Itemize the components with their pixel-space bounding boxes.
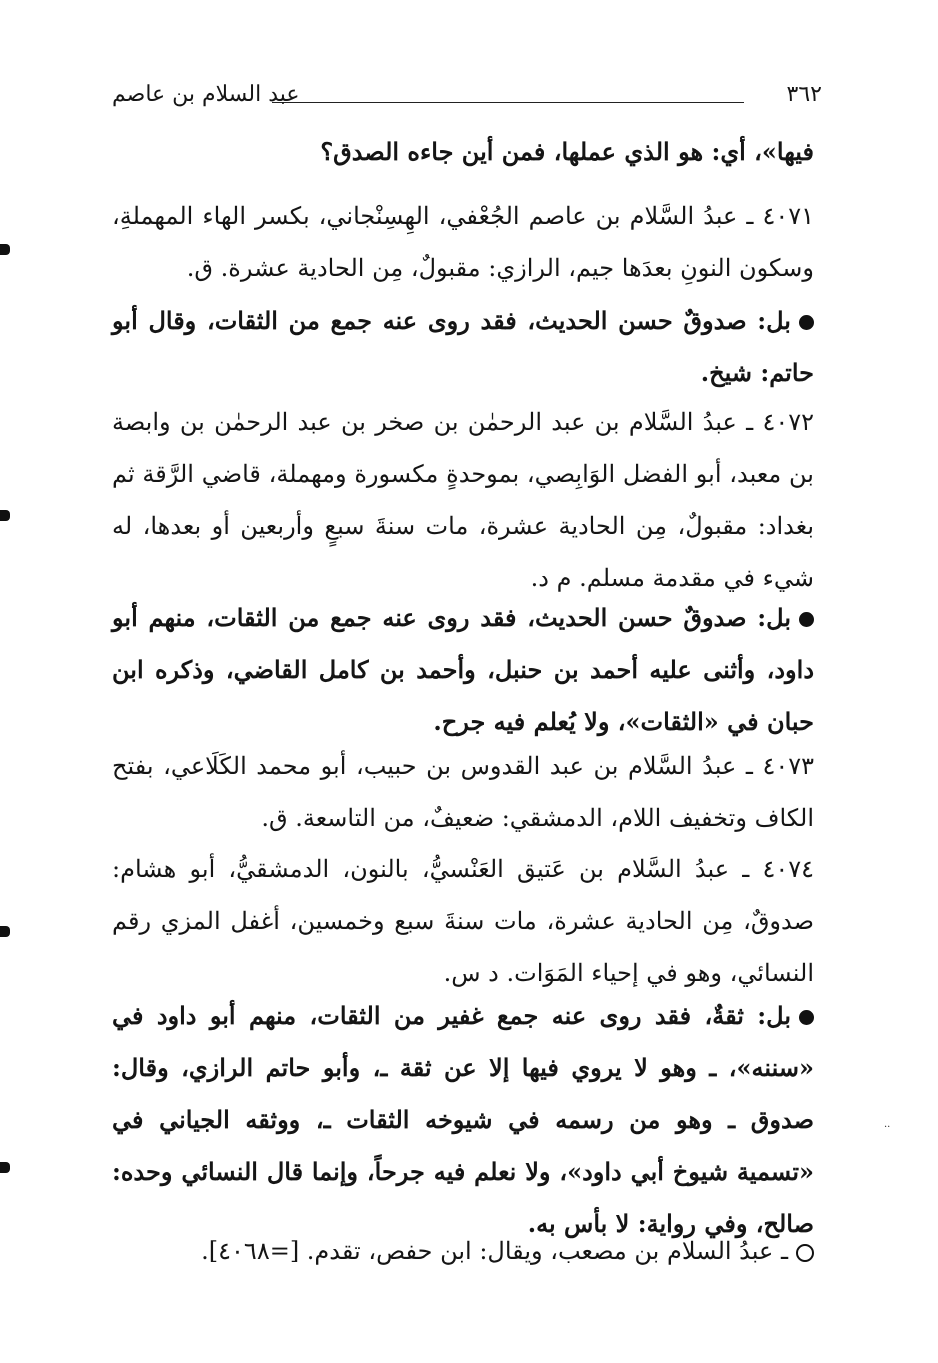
header-rule	[272, 102, 744, 103]
paragraph-text: ٤٠٧٣ ـ عبدُ السَّلام بن عبد القدوس بن حبيب، أبو محمد الكَلَاعي، بفتح الكاف وتخفيف اللام، الدمشقي: ضعيفٌ، من التاسعة. ق.	[112, 752, 814, 832]
paragraph-text: ٤٠٧٤ ـ عبدُ السَّلام بن عَتيق العَنْسيُّ، بالنون، الدمشقيُّ، أبو هشام: صدوقٌ، مِن الحادية عشرة، مات سنةَ سبع وخمسين، أغفل المزي رقم النسائي، وهو في إحياء المَوَات. د س.	[112, 855, 814, 987]
scan-edge-mark	[0, 926, 10, 937]
entry-4074	[112, 843, 814, 999]
paragraph-text: ٤٠٧١ ـ عبدُ السَّلام بن عاصم الجُعْفي، الهِسِنْجاني، بكسر الهاء المهملةِ، وسكون النونِ بعدَها جيم، الرازي: مقبولٌ، مِن الحادية عشرة. ق.	[112, 202, 814, 282]
page-header	[112, 82, 822, 118]
entry-4073	[112, 740, 814, 844]
paragraph-text: ـ عبدُ السلام بن مصعب، ويقال: ابن حفص، تقدم. [=٤٠٦٨].	[201, 1237, 788, 1265]
running-title: عبد السلام بن عاصم	[112, 82, 300, 107]
comment-4071	[112, 295, 814, 399]
comment-4074	[112, 990, 814, 1250]
circle-icon	[796, 1244, 814, 1262]
scan-edge-mark	[0, 510, 10, 521]
paragraph-text: بل: ثقةٌ، فقد روى عنه جمع غفير من الثقات، منهم أبو داود في «سننه»، ـ وهو لا يروي فيها إلا عن ثقة ـ، وأبو حاتم الرازي، وقال: صدوق ـ وهو من رسمه في شيوخه الثقات ـ، ووثقه الجياني في «تسمية شيوخ أبي داود»، ولا نعلم فيه جرحاً، وإنما قال النسائي وحده: صالح، وفي رواية: لا بأس به.	[112, 1001, 814, 1238]
cross-reference-entry	[112, 1225, 814, 1277]
paragraph-text: بل: صدوقٌ حسن الحديث، فقد روى عنه جمع من الثقات، منهم أبو داود، وأثنى عليه أحمد بن حنبل، وأحمد بن كامل القاضي، وذكره ابن حبان في «الثقات»، ولا يُعلم فيه جرح.	[112, 603, 814, 736]
bullet-icon	[799, 315, 814, 330]
scan-edge-mark	[0, 1162, 10, 1173]
scan-edge-mark	[0, 244, 10, 255]
paragraph-continuation	[112, 126, 814, 178]
entry-4072	[112, 396, 814, 604]
paragraph-text: بل: صدوقٌ حسن الحديث، فقد روى عنه جمع من الثقات، وقال أبو حاتم: شيخ.	[112, 306, 814, 387]
scan-speck: ··	[884, 1122, 891, 1133]
bullet-icon	[799, 1010, 814, 1025]
comment-4072	[112, 592, 814, 748]
paragraph-text: ٤٠٧٢ ـ عبدُ السَّلام بن عبد الرحمٰن بن صخر بن عبد الرحمٰن بن وابصة بن معبد، أبو الفضل الوَابِصي، بموحدةٍ مكسورة ومهملة، قاضي الرَّقة ثم بغداد: مقبولٌ، مِن الحادية عشرة، مات سنةَ سبعٍ وأربعين أو بعدها، له شيء في مقدمة مسلم. م د.	[112, 408, 814, 592]
page-number: ٣٦٢	[786, 82, 822, 107]
entry-4071	[112, 190, 814, 294]
paragraph-text: فيها»، أي: هو الذي عملها، فمن أين جاءه الصدق؟	[320, 137, 814, 166]
bullet-icon	[799, 612, 814, 627]
